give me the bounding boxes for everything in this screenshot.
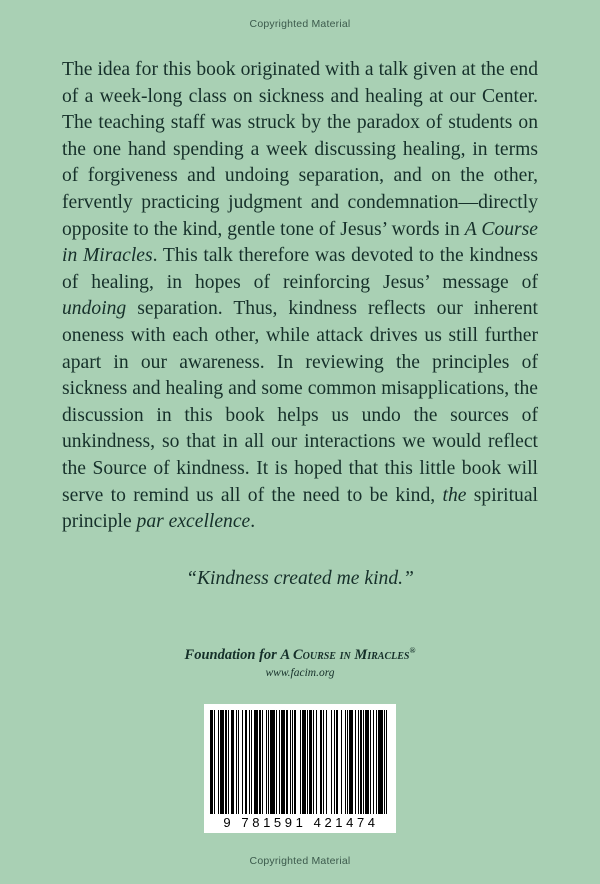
publisher-prefix: Foundation for — [184, 646, 281, 663]
copyright-notice-top: Copyrighted Material — [249, 18, 351, 30]
publisher-website: www.facim.org — [265, 667, 335, 680]
copyright-notice-bottom: Copyrighted Material — [249, 855, 351, 867]
isbn-barcode — [204, 704, 396, 833]
blurb-paragraph — [62, 57, 538, 536]
publisher-imprint — [62, 646, 538, 681]
barcode-digits: 9 781591 421474 — [223, 815, 379, 830]
blurb-part-5: . — [250, 511, 256, 533]
publisher-course-title: A Course in Miracles — [280, 646, 410, 663]
the-italic: the — [442, 484, 467, 506]
pull-quote: “Kindness created me kind.” — [186, 567, 414, 589]
barcode-bars — [210, 710, 390, 814]
blurb-part-2: . This talk therefore was devoted to the kindness of healing, in hopes of reinforcing Jesus’ message of — [62, 245, 538, 293]
course-title-italic: A Course in Miracles — [62, 218, 539, 267]
blurb-part-1: The idea for this book originated with a talk given at the end of a week-long class on sickness and healing at our Center. The teaching staff was struck by the paradox of students on the one hand spending a week discussing healing, in terms of forgiveness and undoing separation, and on the other, fervently practicing judgment and condemnation—directly opposite to the kind, gentle tone of Jesus’ words in — [62, 59, 538, 240]
blurb-part-4: spiritual principle — [62, 484, 538, 533]
blurb-part-3: separation. Thus, kindness reflects our inherent oneness with each other, while attack drives us still further apart in our awareness. In reviewing the principles of sickness and healing and some common misapplications, the discussion in this book helps us undo the sources of unkindness, so that in all our interactions we would reflect the Source of kindness. It is hoped that this little book will serve to remind us all of the need to be kind, — [62, 298, 538, 506]
undoing-italic: undoing — [62, 298, 127, 320]
barcode-space — [387, 710, 389, 814]
publisher-name — [62, 646, 538, 665]
par-excellence-italic: par excellence — [136, 511, 251, 533]
blurb-text — [62, 57, 538, 536]
registered-trademark-mark: ® — [409, 645, 416, 655]
